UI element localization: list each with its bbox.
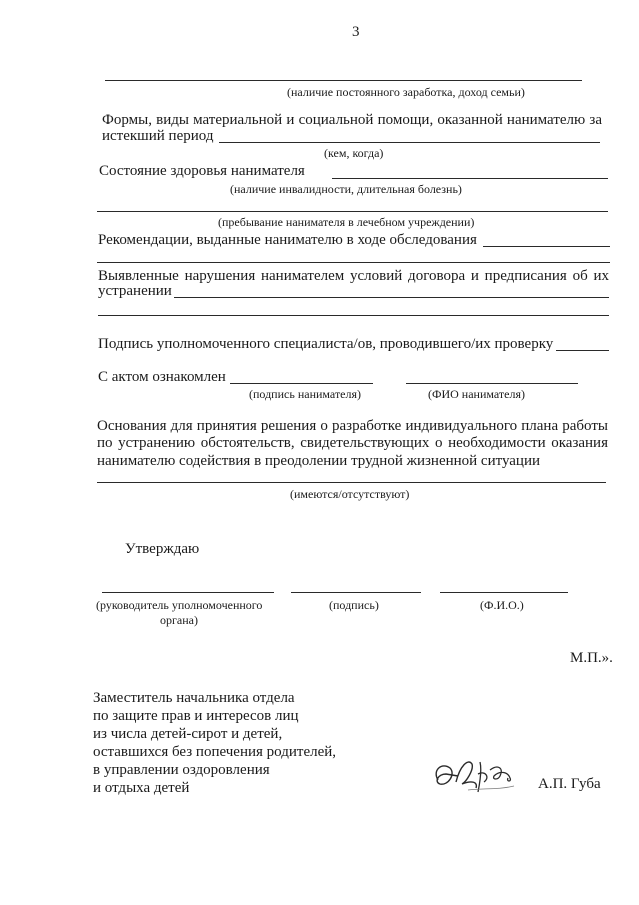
approval-label: Утверждаю — [125, 541, 200, 557]
signatory-title-line4: оставшихся без попечения родителей, — [93, 744, 337, 760]
health-label: Состояние здоровья нанимателя — [99, 163, 305, 179]
acquainted-name-line — [406, 383, 578, 384]
income-caption: (наличие постоянного заработка, доход семьи) — [287, 85, 525, 99]
health-caption2: (пребывание нанимателя в лечебном учреждении) — [218, 215, 475, 229]
approval-head-caption-line2: органа) — [160, 613, 198, 627]
health-line2 — [97, 211, 608, 212]
acquainted-name-caption: (ФИО нанимателя) — [428, 387, 526, 401]
acquainted-signature-line — [230, 383, 373, 384]
approval-signature-line — [291, 592, 421, 593]
stamp-placeholder: М.П.». — [570, 650, 613, 666]
grounds-text-line3: нанимателю содействия в преодолении трудной жизненной ситуации — [97, 453, 541, 469]
aid-text-line1: Формы, виды материальной и социальной помощи, оказанной нанимателю за — [102, 112, 602, 128]
signatory-title-line6: и отдыха детей — [93, 780, 190, 796]
inspector-label: Подпись уполномоченного специалиста/ов, проводившего/их проверку — [98, 336, 554, 352]
grounds-text-line2: по устранению обстоятельств, свидетельствующих о необходимости оказания — [97, 435, 608, 451]
approval-head-caption-line1: (руководитель уполномоченного — [96, 598, 263, 612]
grounds-caption: (имеются/отсутствуют) — [290, 487, 410, 501]
approval-signature-caption: (подпись) — [329, 598, 379, 612]
approval-head-line — [102, 592, 274, 593]
health-line1 — [332, 178, 608, 179]
acquainted-signature-caption: (подпись нанимателя) — [249, 387, 362, 401]
violations-text-line2: устранении — [98, 283, 172, 299]
aid-line — [219, 142, 600, 143]
page-number: 3 — [352, 24, 360, 40]
violations-text-line1: Выявленные нарушения нанимателем условий договора и предписания об их — [98, 268, 609, 284]
signatory-title-line2: по защите прав и интересов лиц — [93, 708, 299, 724]
violations-line1 — [174, 297, 609, 298]
inspector-line — [556, 350, 609, 351]
violations-line2 — [98, 315, 609, 316]
acquainted-label: С актом ознакомлен — [98, 369, 226, 385]
handwritten-signature — [428, 752, 528, 812]
recommendations-line2 — [97, 262, 610, 263]
signatory-title-line5: в управлении оздоровления — [93, 762, 270, 778]
approval-name-caption: (Ф.И.О.) — [480, 598, 524, 612]
income-line — [105, 80, 582, 81]
approval-name-line — [440, 592, 568, 593]
aid-text-line2: истекший период — [102, 128, 214, 144]
health-caption1: (наличие инвалидности, длительная болезнь) — [230, 182, 462, 196]
recommendations-line1 — [483, 246, 610, 247]
signatory-name: А.П. Губа — [538, 776, 601, 792]
grounds-text-line1: Основания для принятия решения о разработке индивидуального плана работы — [97, 418, 608, 434]
signatory-title-line1: Заместитель начальника отдела — [93, 690, 295, 706]
signatory-title-line3: из числа детей-сирот и детей, — [93, 726, 283, 742]
aid-caption: (кем, когда) — [324, 146, 384, 160]
grounds-line — [97, 482, 606, 483]
recommendations-label: Рекомендации, выданные нанимателю в ходе обследования — [98, 232, 477, 248]
